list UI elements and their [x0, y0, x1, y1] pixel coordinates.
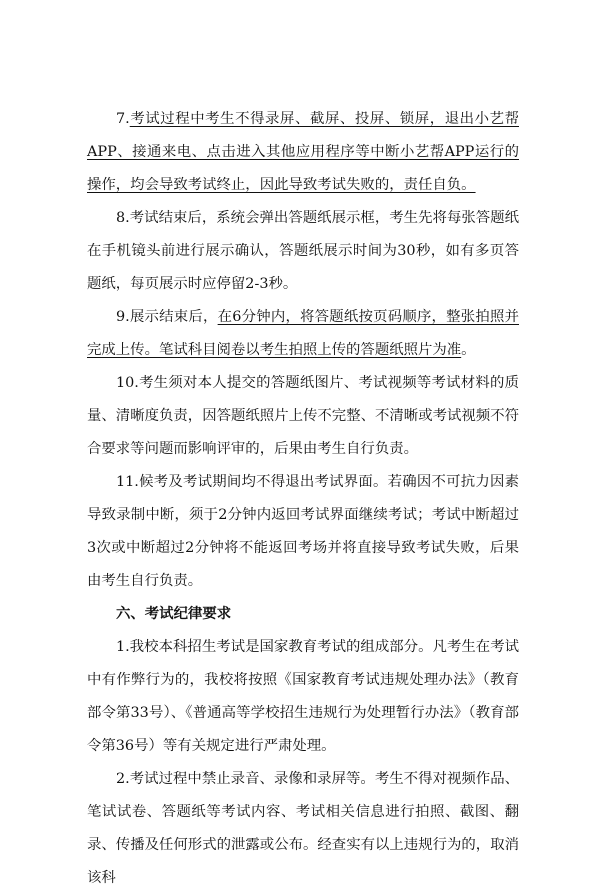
underlined-text: 在6分钟内，将答题纸按页码顺序，整张拍照并完成上传。笔试科目阅卷以考生拍照上传的答题纸照片为准 [87, 309, 519, 358]
rule-paragraph-7 [87, 103, 519, 202]
rule-prefix: 11.候考及考试期间均不得退出考试界面。若确因不可抗力因素导致录制中断，须于2分钟内返回考试界面继续考试；考试中断超过3次或中断超过2分钟将不能返回考场并将直接导致考试失败，后果由考生自行负责。 [87, 474, 519, 589]
rule-prefix: 10.考生须对本人提交的答题纸图片、考试视频等考试材料的质量、清晰度负责，因答题纸照片上传不完整、不清晰或考试视频不符合要求等问题而影响评审的，后果由考生自行负责。 [87, 375, 519, 457]
discipline-paragraph-2: 2.考试过程中禁止录音、录像和录屏等。考生不得对视频作品、笔试试卷、答题纸等考试内容、考试相关信息进行拍照、截图、翻录、传播及任何形式的泄露或公布。经查实有以上违规行为的，取消该科 [87, 771, 519, 886]
rule-paragraph-8 [87, 202, 519, 301]
rule-prefix: 8.考试结束后，系统会弹出答题纸展示框，考生先将每张答题纸在手机镜头前进行展示确认，答题纸展示时间为30秒，如有多页答题纸，每页展示时应停留2-3秒。 [87, 210, 519, 292]
rule-paragraph-10 [87, 367, 519, 466]
rule-prefix: 7. [116, 111, 130, 127]
section-heading: 六、考试纪律要求 [116, 606, 232, 622]
rule-suffix: 。 [461, 342, 476, 358]
rule-paragraph-11 [87, 466, 519, 598]
discipline-paragraph-1: 1.我校本科招生考试是国家教育考试的组成部分。凡考生在考试中有作弊行为的，我校将按照《国家教育考试违规处理办法》（教育部令第33号）、《普通高等学校招生违规行为处理暂行办法》（教育部令第36号）等有关规定进行严肃处理。 [87, 639, 519, 754]
rule-paragraph-9 [87, 301, 519, 367]
document-body [87, 103, 519, 895]
rule-prefix: 9.展示结束后， [116, 309, 218, 325]
underlined-text: 考试过程中考生不得录屏、截屏、投屏、锁屏，退出小艺帮APP、接通来电、点击进入其他应用程序等中断小艺帮APP运行的操作，均会导致考试终止，因此导致考试失败的，责任自负。 [87, 111, 519, 193]
